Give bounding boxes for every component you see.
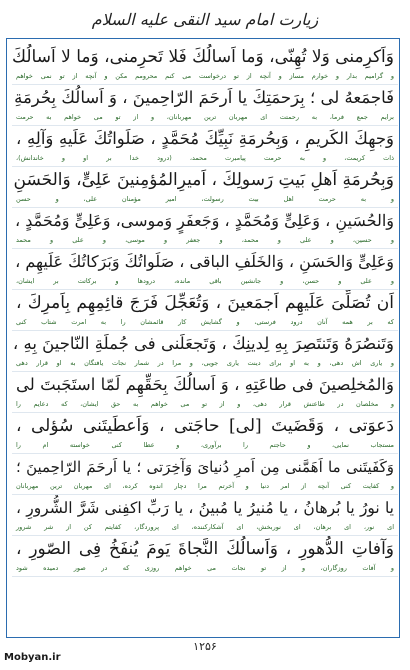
verse-line [12,372,398,413]
translation-text: و یاری اش دهی، و به او برای دینت یاری جویی، و مرا در شمار نجات یافتگان به او قرار دهی [16,359,394,367]
translation-text: ای نور، ای برهان، ای نوربخش، ای آشکارکننده، ای پروردگار، کفایتم کن از شر شرور [16,523,394,531]
arabic-text: وَتَنصُرَهُ وَتَنتَصِرَ بِهِ لِدینِكَ ، وَتَجعَلَنی فی جُملَةِ النّاجینَ بِهِ ، [12,334,394,353]
verse-line [12,331,398,372]
verse-line [12,495,398,536]
arabic-text: وَالحُسَینِ ، وَعَلِیٍّ وَمُحَمَّدٍ ، وَجَعفَرٍ وَموسی، وَعَلِیٍّ وَمُحَمَّدٍ ، [14,211,394,230]
arabic-text: یا نورُ یا بُرهانُ ، یا مُنیرُ یا مُبینُ ، یا رَبِّ اكفِنی شَرَّ الشُّرورِ ، [16,499,394,517]
arabic-text: وَجهِكَ الكَریمِ ، وَبِحُرمَةِ نَبِیِّكَ مُحَمَّدٍ ، صَلَواتُكَ عَلَیهِ وَآلِهِ ، [16,129,394,148]
translation-text: و علی و حسن، و جانشین باقی مانده، درودها و برکاتت بر ایشان، [16,277,394,285]
arabic-text: وَبِحُرمَةِ اَهلِ بَیتِ رَسولِكَ ، اَمیرِالمُؤمِنینَ عَلِیٍّ، وَالحَسَنِ [13,170,394,190]
verse-line [12,536,398,577]
verse-line [12,44,398,85]
verse-line [12,126,398,167]
arabic-text: وَآفاتِ الدُّهورِ ، وَاَسالُكَ النَّجاةَ یَومَ یُنفَخُ فِی الصّورِ ، [16,539,394,559]
translation-text: و به حرمت اهل بیت رسولت، امیر مؤمنان علی، و حسن [16,195,394,203]
arabic-text: وَعَلِیٍّ وَالحَسَنِ ، وَالخَلَفِ الباقی ، صَلَواتُكَ وَبَرَكاتُكَ عَلَیهِم ، [15,252,394,271]
translation-text: و حسین، و علی و محمد، و جعفر و موسی، و علی و محمد [16,236,394,244]
arabic-text: وَكَفَیتَنی ما اَهَمَّنی مِن اَمرِ دُنیایَ وَآخِرَتی ؛ یا اَرحَمَ الرّاحِمینَ ؛ [16,458,394,476]
translation-text: و مخلصان در طاعتش قرار دهی، و از تو می خواهم به حق ایشان، که دعایم را [16,400,394,408]
arabic-text: وَالمُخلِصینَ فی طاعَتِهِ ، وَ اَسالُكَ بِحَقِّهِم لَمّا استَجَبتَ لی [16,375,394,394]
translation-text: ذات کریمت، و به حرمت پیامبرت محمد، (درود خدا بر او و خاندانش)، [16,154,394,162]
verse-line [12,454,398,495]
arabic-text: وَاَكرِمنی وَلا تُهِنّی، وَما اَسالُكَ فَلا تَحرِمنی، وَما لا اَسالُكَ [12,47,394,67]
translation-text: برایم جمع فرما، به رحمتت ای مهربان ترین مهربانان، و از تو می خواهم به حرمت [16,113,394,121]
translation-text: و کفایت کنی آنچه از امر دنیا و آخرتم مرا دچار اندوه کرده، ای مهربان ترین مهربانان [16,482,394,490]
page-number: ۱۲۵۶ [193,640,217,653]
verse-line [12,85,398,126]
page-header [0,0,410,38]
translation-text: مستجاب نمایی، و حاجتم را برآوری، و عطا کنی خواسته ام را [16,441,394,449]
arabic-text: فَاجمَعهُ لی ؛ بِرَحمَتِكَ یا اَرحَمَ الرّاحِمینَ ، وَ اَسالُكَ بِحُرمَةِ [14,88,394,107]
site-watermark: Mobyan.ir [4,652,61,663]
translation-text: که بر همه آنان درود فرستی، و گشایش کار قائمشان را به امرت شتاب کنی [16,318,394,326]
page-title: زیارت امام سید النقی علیه السلام [91,9,319,29]
verse-line [12,208,398,249]
verse-list [12,44,398,577]
verse-line [12,249,398,290]
verse-line [12,413,398,454]
translation-text: و گرامیم بدار و خوارم مساز و آنچه از تو درخواست می کنم محرومم مکن و آنچه از تو نمی خواهم [16,72,394,80]
verse-line [12,167,398,208]
arabic-text: اَن تُصَلِّیَ عَلَیهِم اَجمَعینَ ، وَتُعَجِّلَ فَرَجَ قائِمِهِم بِاَمرِكَ ، [16,293,394,313]
arabic-text: دَعوَتی ، وَقَضَیتَ [لی] حاجَتی ، وَاَعطَیتَنی سُؤلی ، [16,416,394,436]
verse-line [12,290,398,331]
translation-text: و آفات روزگاران، و از تو نجات می خواهم روزی که در صور دمیده شود [16,564,394,572]
